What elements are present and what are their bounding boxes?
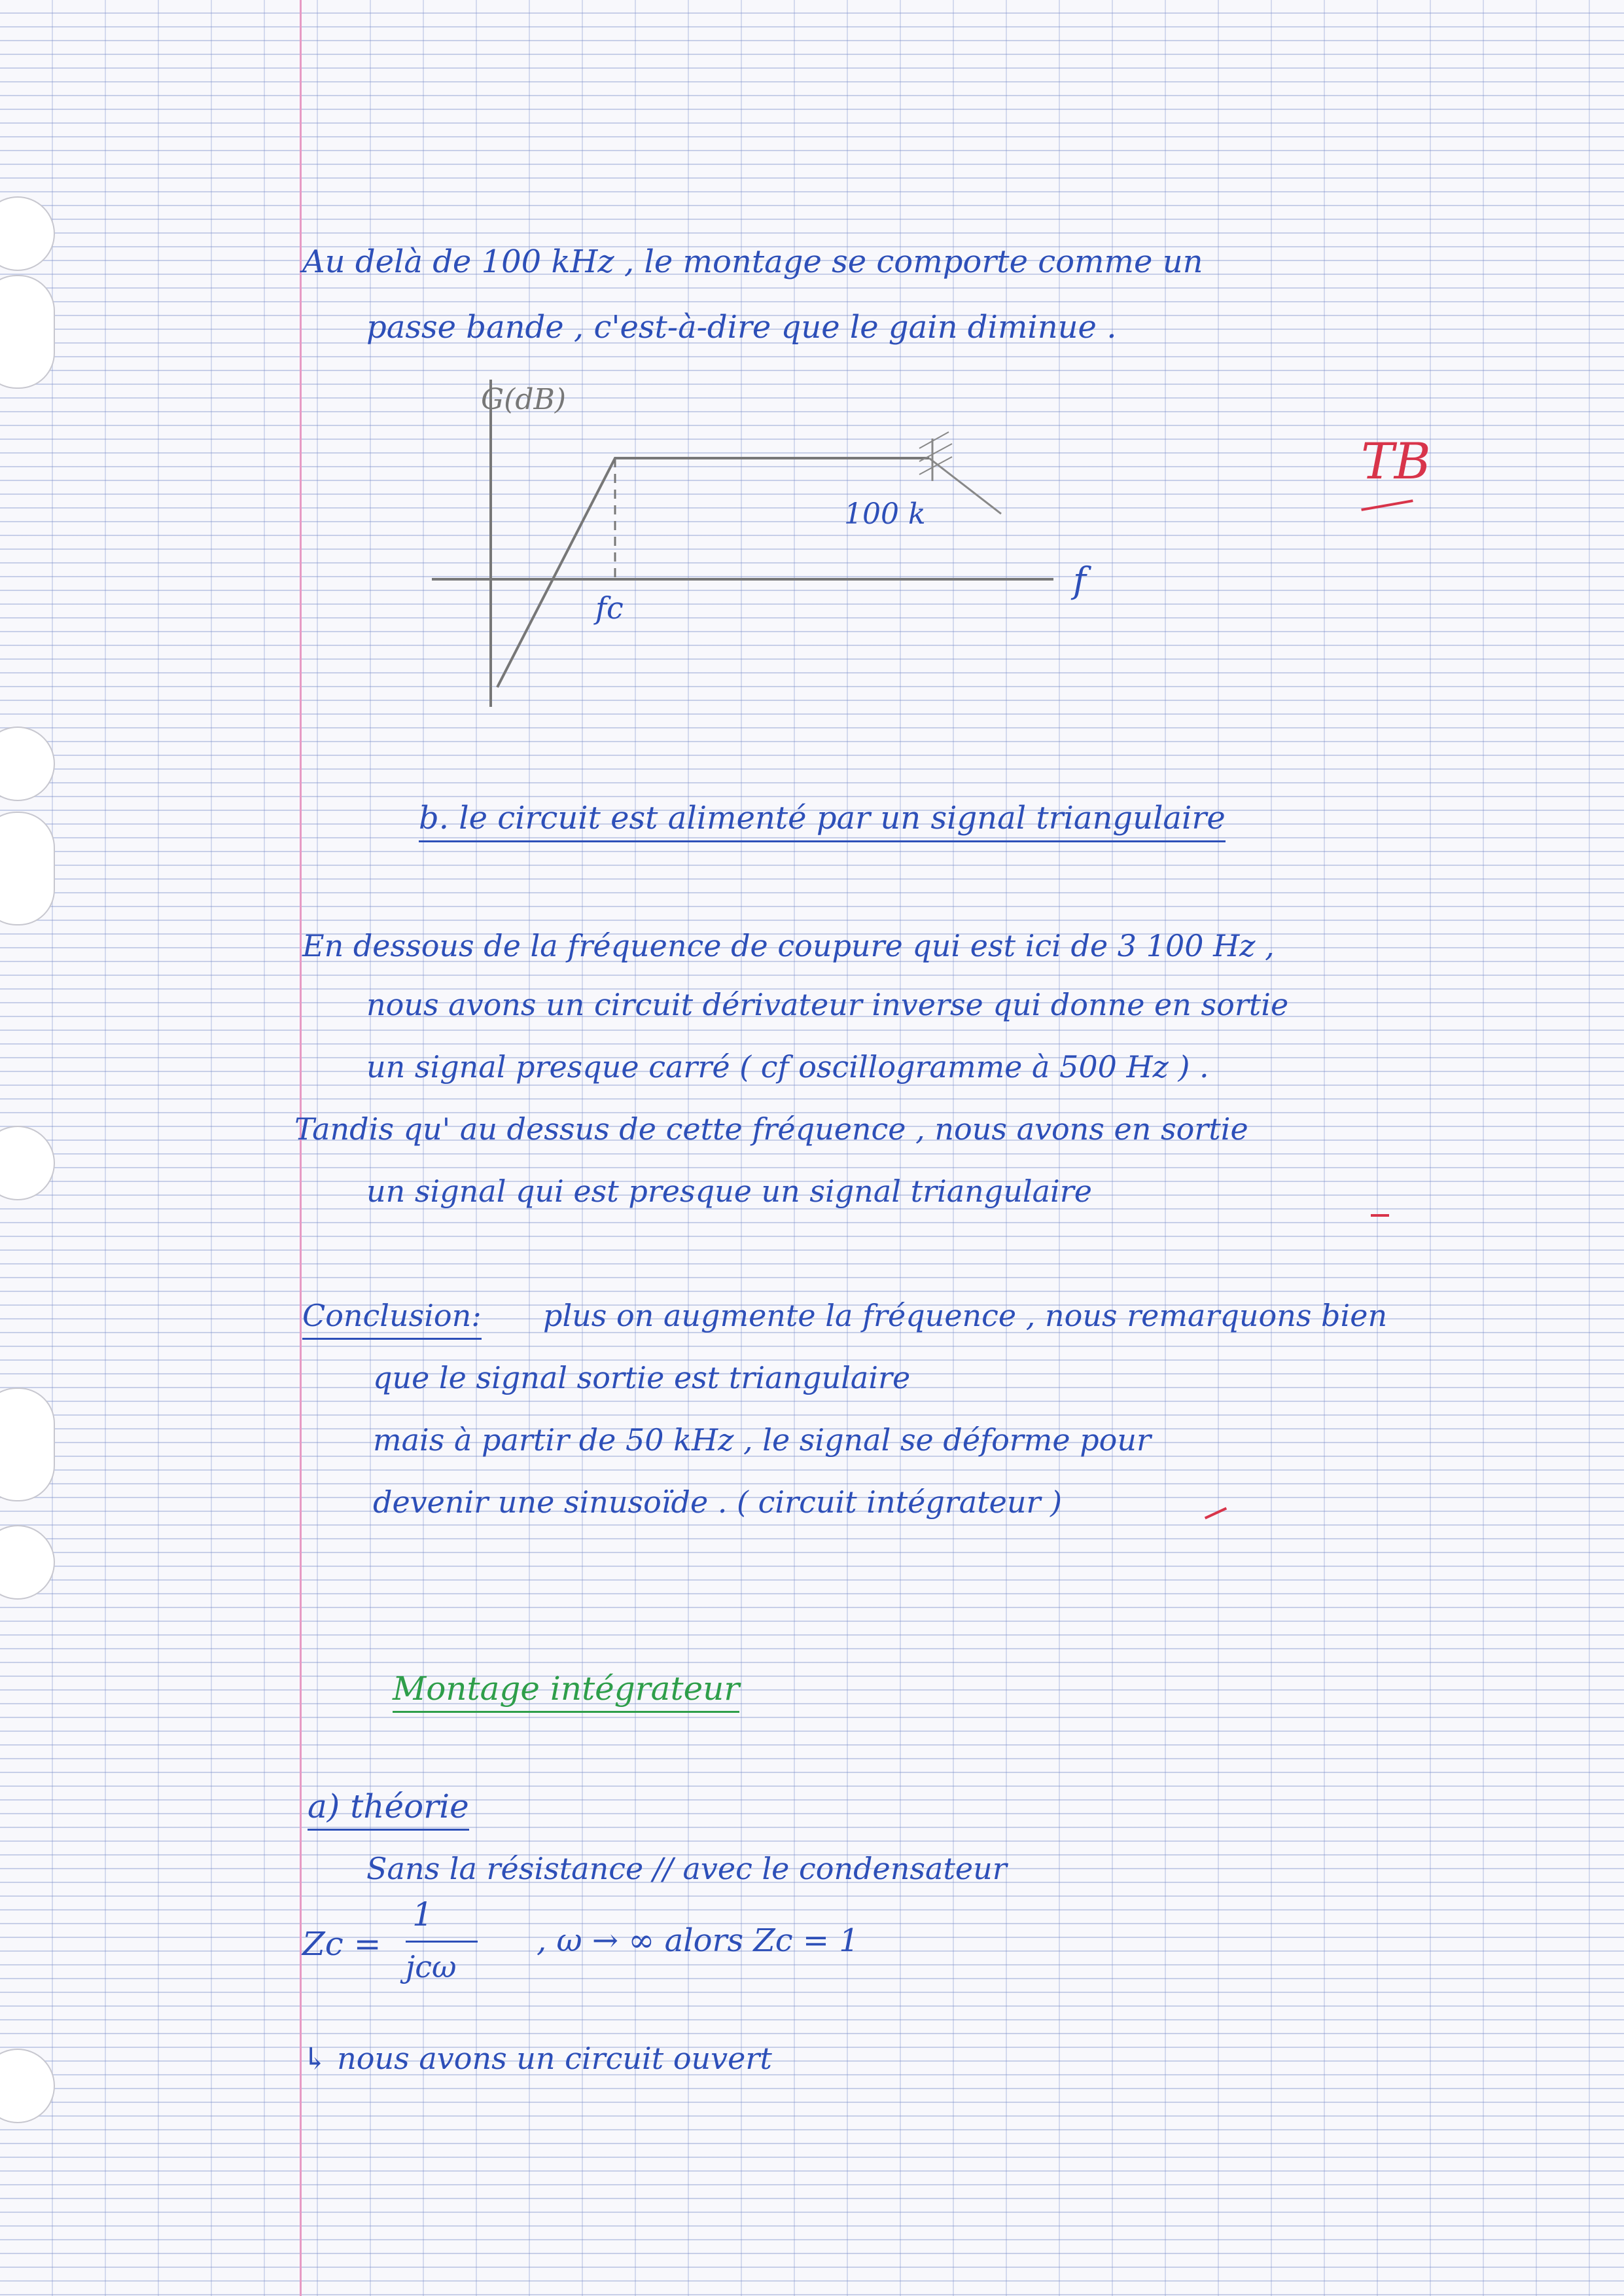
conclusion-line3: mais à partir de 50 kHz , le signal se déforme pour	[373, 1422, 1151, 1458]
zc-label: Zc =	[302, 1925, 381, 1963]
conclusion-line2: que le signal sortie est triangulaire	[373, 1360, 911, 1395]
punch-hole	[0, 275, 55, 389]
section-a-title: a) théorie	[308, 1787, 469, 1831]
section-b-line5: un signal qui est presque un signal triangulaire	[366, 1174, 1092, 1209]
punch-hole	[0, 812, 55, 925]
y-axis-label: G(dB)	[481, 383, 566, 416]
section-b-line4: Tandis qu' au dessus de cette fréquence , nous avons en sortie	[294, 1111, 1248, 1147]
punch-hole	[0, 1388, 55, 1501]
zc-limit: , ω → ∞ alors Zc = 1	[537, 1922, 859, 1959]
paragraph1-line1: Au delà de 100 kHz , le montage se comporte comme un	[302, 243, 1203, 280]
section-b-title: b. le circuit est alimenté par un signal triangulaire	[419, 798, 1226, 842]
cutoff-label: 100 k	[844, 497, 926, 531]
x-axis-label: f	[1073, 560, 1086, 601]
fraction-denominator: jcω	[406, 1949, 457, 1984]
grader-mark: TB	[1361, 432, 1431, 490]
gain-rolloff	[929, 458, 1001, 514]
red-mark	[1371, 1214, 1389, 1217]
paragraph1-line2: passe bande , c'est-à-dire que le gain diminue .	[366, 309, 1117, 346]
section-b-line1: En dessous de la fréquence de coupure qui est ici de 3 100 Hz ,	[302, 928, 1275, 963]
section-b-line3: un signal presque carré ( cf oscillogramme à 500 Hz ) .	[366, 1049, 1209, 1085]
fraction-numerator: 1	[412, 1895, 433, 1933]
gain-curve	[497, 458, 929, 687]
conclusion-label: Conclusion:	[302, 1296, 482, 1340]
fraction-bar	[406, 1941, 478, 1943]
fc-label: fc	[595, 590, 624, 626]
section-a-line1: Sans la résistance // avec le condensateur	[366, 1851, 1007, 1886]
section-a-line3: ↳ nous avons un circuit ouvert	[302, 2041, 772, 2076]
conclusion-line4: devenir une sinusoïde . ( circuit intégrateur )	[373, 1484, 1063, 1520]
conclusion-line1: plus on augmente la fréquence , nous remarquons bien	[543, 1298, 1388, 1333]
gain-graph	[393, 367, 1125, 720]
section-b-line2: nous avons un circuit dérivateur inverse qui donne en sortie	[366, 987, 1289, 1022]
section-integrateur-title: Montage intégrateur	[393, 1669, 739, 1713]
